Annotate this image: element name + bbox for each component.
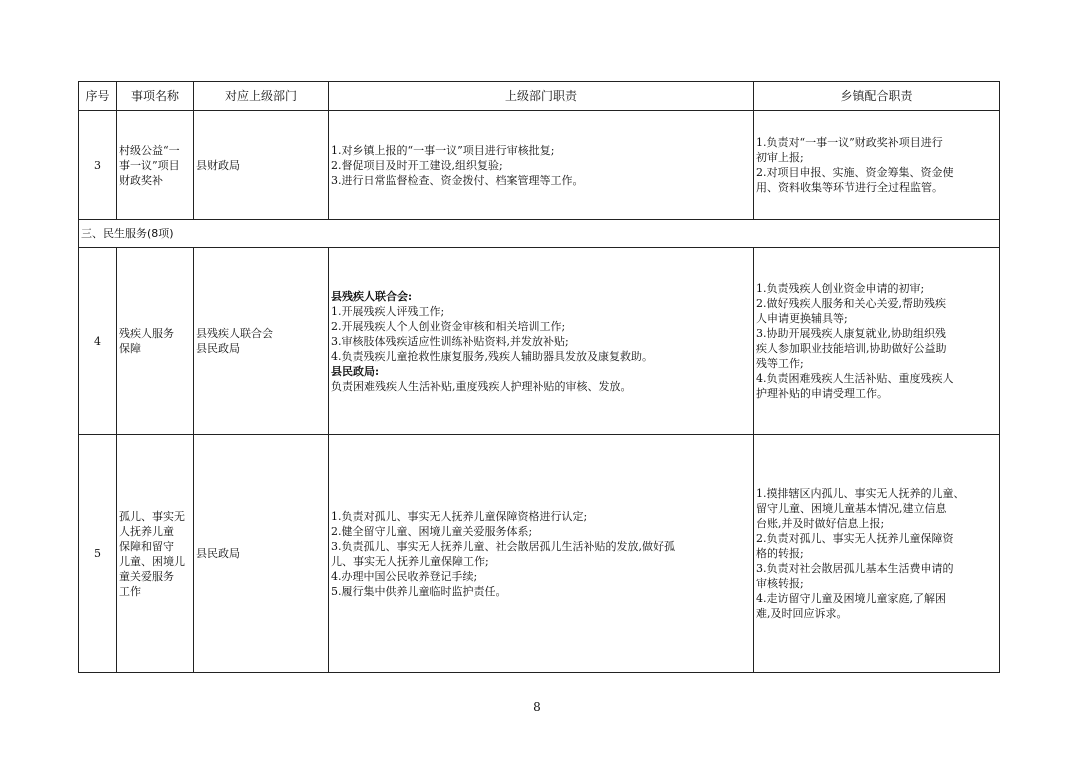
table-row [79, 111, 1000, 220]
row-number: 5 [79, 435, 117, 673]
header-no: 序号 [79, 82, 117, 111]
section-row [79, 220, 1000, 248]
department: 县民政局 [194, 435, 329, 673]
page-number: 8 [533, 700, 541, 714]
table-header-row [79, 82, 1000, 111]
section-title: 三、民生服务(8项) [79, 220, 1000, 248]
header-upper-duties: 上级部门职责 [329, 82, 754, 111]
town-duties: 1.摸排辖区内孤儿、事实无人抚养的儿童、 留守儿童、困境儿童基本情况,建立信息 台账,并及时做好信息上报; 2.负责对孤儿、事实无人抚养儿童保障资 格的转报; 3.负责对社会散居孤儿基本生活费申请的 审核转报; 4.走访留守儿童及困境儿童家庭,了解困 难,及时回应诉求。 [754, 435, 1000, 673]
upper-duties: 1.负责对孤儿、事实无人抚养儿童保障资格进行认定; 2.健全留守儿童、困境儿童关爱服务体系; 3.负责孤儿、事实无人抚养儿童、社会散居孤儿生活补贴的发放,做好孤 儿、事实无人抚养儿童保障工作; 4.办理中国公民收养登记手续; 5.履行集中供养儿童临时监护责任。 [329, 435, 754, 673]
item-name: 村级公益“一 事一议”项目 财政奖补 [117, 111, 194, 220]
item-name: 残疾人服务 保障 [117, 248, 194, 435]
upper-duties: 1.对乡镇上报的“一事一议”项目进行审核批复; 2.督促项目及时开工建设,组织复验; 3.进行日常监督检查、资金拨付、档案管理等工作。 [329, 111, 754, 220]
dept-heading: 县民政局: [331, 364, 380, 378]
upper-duties [329, 248, 754, 435]
department: 县财政局 [194, 111, 329, 220]
row-number: 4 [79, 248, 117, 435]
row-number: 3 [79, 111, 117, 220]
duty-list: 1.开展残疾人评残工作; 2.开展残疾人个人创业资金审核和相关培训工作; 3.审核肢体残疾适应性训练补贴资料,并发放补贴; 4.负责残疾儿童抢救性康复服务,残疾人辅助器具发放及康复救助。 [331, 304, 653, 363]
header-department: 对应上级部门 [194, 82, 329, 111]
department: 县残疾人联合会 县民政局 [194, 248, 329, 435]
dept-heading: 县残疾人联合会: [331, 289, 413, 303]
town-duties: 1.负责对“一事一议”财政奖补项目进行 初审上报; 2.对项目申报、实施、资金筹集、资金使 用、资料收集等环节进行全过程监管。 [754, 111, 1000, 220]
header-town-duties: 乡镇配合职责 [754, 82, 1000, 111]
table-row [79, 435, 1000, 673]
duty-list: 负责困难残疾人生活补贴,重度残疾人护理补贴的审核、发放。 [331, 379, 632, 393]
responsibility-table [78, 81, 1000, 673]
header-item-name: 事项名称 [117, 82, 194, 111]
table-row [79, 248, 1000, 435]
town-duties: 1.负责残疾人创业资金申请的初审; 2.做好残疾人服务和关心关爱,帮助残疾 人申请更换辅具等; 3.协助开展残疾人康复就业,协助组织残 疾人参加职业技能培训,协助做好公益助 残等工作; 4.负责困难残疾人生活补贴、重度残疾人 护理补贴的申请受理工作。 [754, 248, 1000, 435]
item-name: 孤儿、事实无 人抚养儿童 保障和留守 儿童、困境儿 童关爱服务 工作 [117, 435, 194, 673]
